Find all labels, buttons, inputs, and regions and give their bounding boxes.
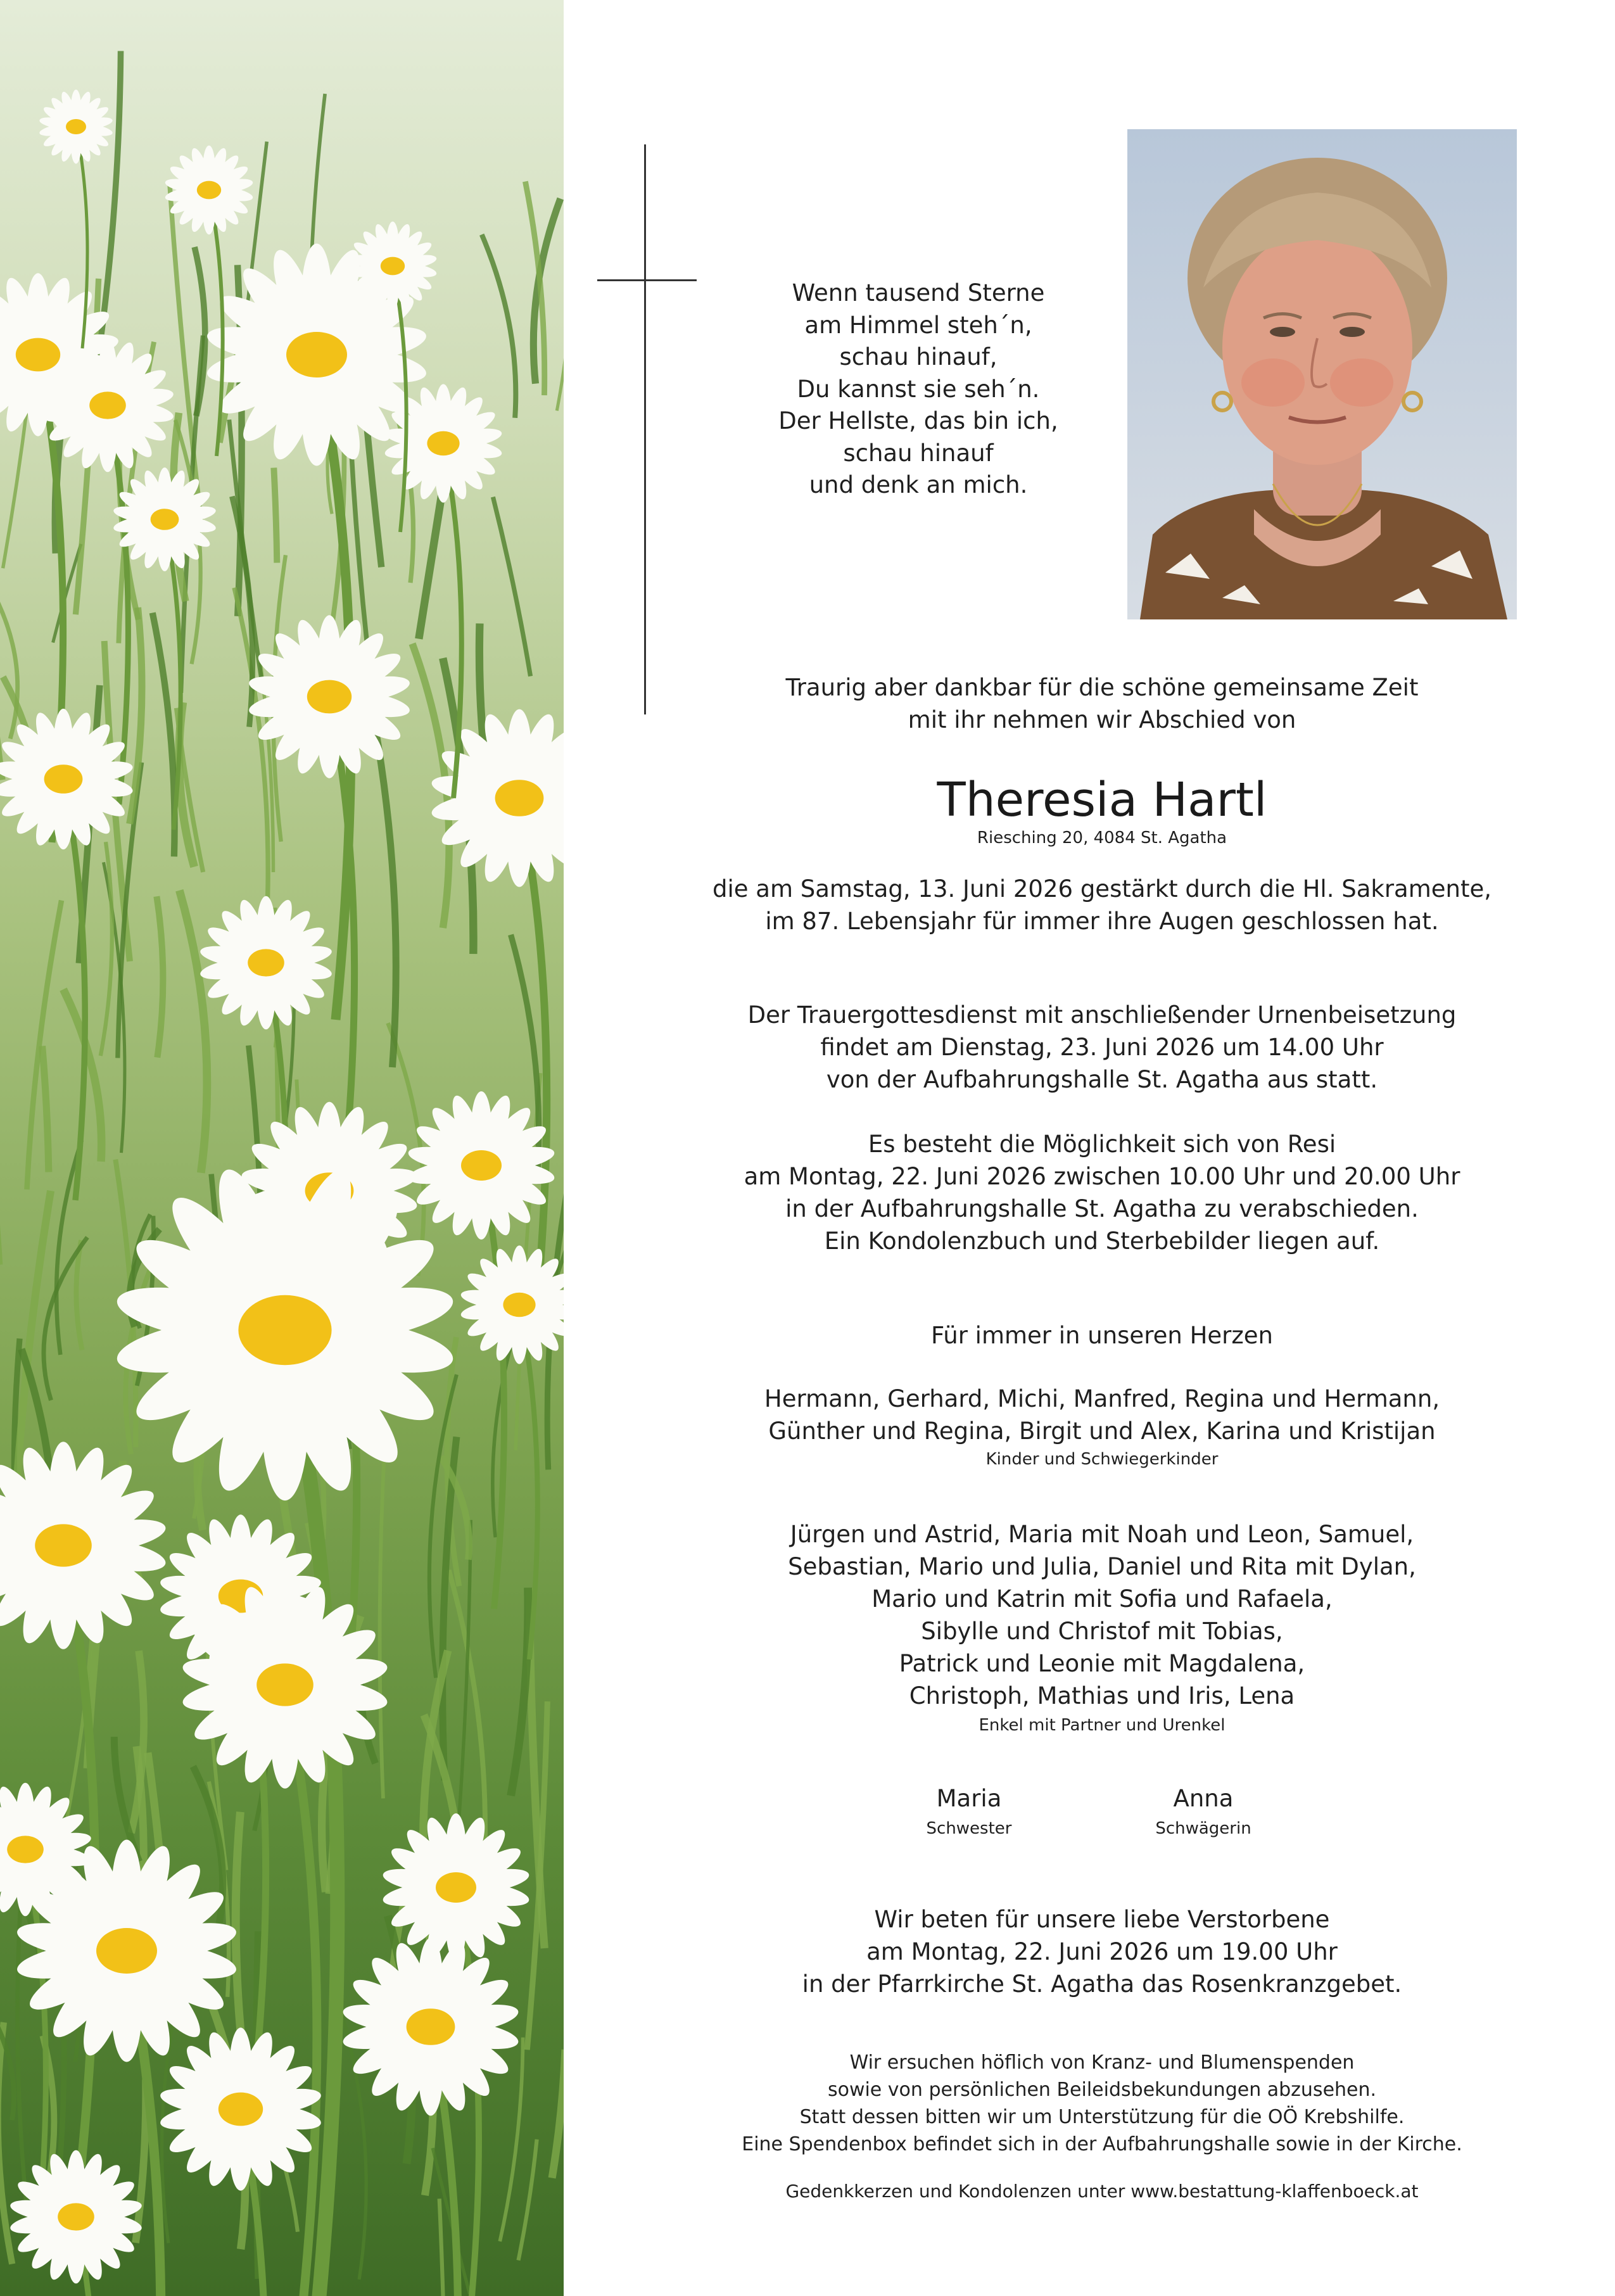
portrait-photo: [1127, 129, 1517, 619]
grandchildren-line: Mario und Katrin mit Sofia und Rafaela,: [871, 1585, 1333, 1613]
in-our-hearts-heading: Für immer in unseren Herzen: [930, 1322, 1274, 1349]
children-line: Hermann, Gerhard, Michi, Manfred, Regina und Hermann,: [764, 1385, 1440, 1412]
rosary-line: am Montag, 22. Juni 2026 um 19.00 Uhr: [866, 1938, 1338, 1965]
grandchildren-line: Christoph, Mathias und Iris, Lena: [909, 1682, 1295, 1709]
donation-request-block: [640, 2049, 1564, 2158]
poem-line: Der Hellste, das bin ich,: [778, 407, 1058, 434]
farewell-line: in der Aufbahrungshalle St. Agatha zu verabschieden.: [785, 1195, 1419, 1222]
service-line: Der Trauergottesdienst mit anschließender Urnenbeisetzung: [747, 1001, 1457, 1029]
service-line: von der Aufbahrungshalle St. Agatha aus statt.: [826, 1066, 1378, 1093]
deceased-address: Riesching 20, 4084 St. Agatha: [977, 828, 1227, 847]
grandchildren-block: [640, 1518, 1564, 1712]
poem-line: schau hinauf: [843, 439, 994, 467]
request-line: Statt dessen bitten wir um Unterstützung für die OÖ Krebshilfe.: [799, 2106, 1405, 2128]
sibling-role: Schwester: [926, 1819, 1012, 1838]
request-line: sowie von persönlichen Beileidsbekundungen abzusehen.: [827, 2079, 1377, 2101]
intro-line: Traurig aber dankbar für die schöne gemeinsame Zeit: [785, 674, 1419, 701]
footer-condolence-link: Gedenkkerzen und Kondolenzen unter www.bestattung-klaffenboeck.at: [785, 2181, 1419, 2202]
portrait-illustration: [1127, 129, 1517, 619]
service-line: findet am Dienstag, 23. Juni 2026 um 14.00 Uhr: [820, 1034, 1384, 1061]
children-block: [640, 1383, 1564, 1447]
children-caption: Kinder und Schwiegerkinder: [985, 1450, 1219, 1469]
sibling-name: Maria: [936, 1785, 1002, 1812]
rosary-block: [640, 1903, 1564, 2000]
deceased-name: Theresia Hartl: [937, 773, 1267, 827]
children-line: Günther und Regina, Birgit und Alex, Karina und Kristijan: [768, 1418, 1436, 1445]
daisy-meadow-image: [0, 0, 564, 2296]
poem-line: Du kannst sie seh´n.: [797, 375, 1040, 403]
grandchildren-line: Jürgen und Astrid, Maria mit Noah und Leon, Samuel,: [790, 1521, 1414, 1548]
farewell-line: am Montag, 22. Juni 2026 zwischen 10.00 Uhr und 20.00 Uhr: [744, 1163, 1460, 1190]
sibling-entry: [874, 1784, 1064, 1839]
poem-line: am Himmel steh´n,: [804, 311, 1032, 339]
poem-line: schau hinauf,: [839, 343, 998, 371]
grandchildren-caption: Enkel mit Partner und Urenkel: [978, 1716, 1226, 1735]
poem-line: und denk an mich.: [809, 471, 1028, 498]
intro-line: mit ihr nehmen wir Abschied von: [908, 706, 1296, 733]
rosary-line: in der Pfarrkirche St. Agatha das Rosenkranzgebet.: [802, 1970, 1402, 1998]
farewell-line: Es besteht die Möglichkeit sich von Resi: [868, 1131, 1336, 1158]
intro-block: [659, 671, 1545, 736]
sibling-role: Schwägerin: [1155, 1819, 1251, 1838]
rosary-line: Wir beten für unsere liebe Verstorbene: [874, 1906, 1330, 1933]
death-notice-block: [640, 873, 1564, 937]
farewell-block: [640, 1128, 1564, 1257]
poem-line: Wenn tausend Sterne: [792, 279, 1045, 307]
request-line: Eine Spendenbox befindet sich in der Aufbahrungshalle sowie in der Kirche.: [742, 2133, 1462, 2155]
sibling-name: Anna: [1173, 1785, 1234, 1812]
sibling-entry: [1108, 1784, 1298, 1839]
grandchildren-line: Patrick und Leonie mit Magdalena,: [899, 1650, 1305, 1677]
daisy-illustration: [0, 0, 564, 2296]
cross-icon-vertical: [644, 144, 646, 714]
death-notice-line: im 87. Lebensjahr für immer ihre Augen geschlossen hat.: [765, 908, 1439, 935]
request-line: Wir ersuchen höflich von Kranz- und Blumenspenden: [849, 2052, 1355, 2074]
death-notice-line: die am Samstag, 13. Juni 2026 gestärkt durch die Hl. Sakramente,: [712, 875, 1492, 903]
grandchildren-line: Sebastian, Mario und Julia, Daniel und Rita mit Dylan,: [788, 1553, 1416, 1580]
grandchildren-line: Sibylle und Christof mit Tobias,: [921, 1618, 1283, 1645]
farewell-line: Ein Kondolenzbuch und Sterbebilder liegen auf.: [824, 1227, 1380, 1255]
poem-block: [678, 277, 1159, 502]
funeral-service-block: [640, 999, 1564, 1096]
